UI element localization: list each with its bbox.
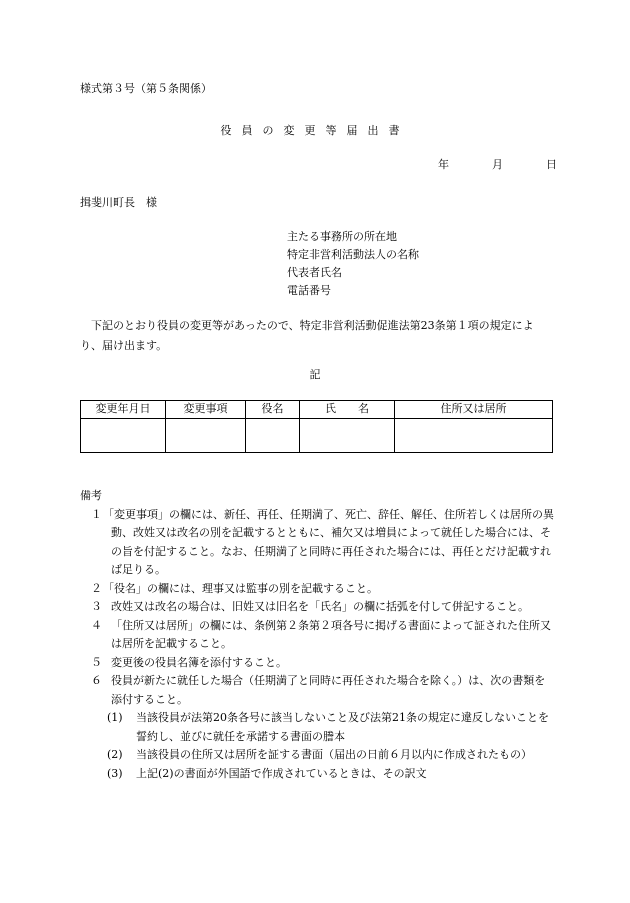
note-text: 役員が新たに就任した場合（任期満了と同時に再任された場合を除く。）は、次の書類を添付すること。 <box>111 674 546 706</box>
sub-note-item <box>80 746 556 765</box>
note-item <box>80 672 556 709</box>
note-item <box>80 598 556 617</box>
table-header-row <box>81 401 553 419</box>
header-address: 住所又は居所 <box>395 401 553 419</box>
sub-note-number: (1) <box>107 711 123 724</box>
document-title: 役員の変更等届出書 <box>220 124 410 137</box>
sub-note-number: (3) <box>107 766 123 780</box>
sub-note-number: (2) <box>107 748 123 761</box>
note-text: 改姓又は改名の場合は、旧姓又は旧名を「氏名」の欄に括弧を付して併記すること。 <box>111 600 529 613</box>
date-month: 月 <box>492 158 503 171</box>
header-change-date: 変更年月日 <box>81 401 166 419</box>
date-day: 日 <box>546 158 557 171</box>
form-number: 様式第３号（第５条関係） <box>80 82 212 95</box>
applicant-representative-label: 代表者氏名 <box>287 266 342 279</box>
note-number: ２ <box>91 581 102 595</box>
note-number: ５ <box>91 655 102 669</box>
sub-note-item <box>80 765 556 784</box>
table-row <box>81 418 553 452</box>
note-item <box>80 506 556 580</box>
note-text: 変更後の役員名簿を添付すること。 <box>111 655 287 669</box>
applicant-phone-label: 電話番号 <box>287 284 331 297</box>
note-item <box>80 654 556 673</box>
header-position: 役名 <box>246 401 300 419</box>
addressee: 揖斐川町長 様 <box>80 196 157 209</box>
applicant-corporation-name-label: 特定非営利活動法人の名称 <box>287 248 419 261</box>
sub-note-text: 当該役員の住所又は居所を証する書面（届出の日前６月以内に作成されたもの） <box>136 748 532 761</box>
ki-heading: 記 <box>309 368 321 381</box>
note-item <box>80 580 556 599</box>
cell-position <box>246 418 300 452</box>
note-number: ６ <box>91 674 102 687</box>
notes-heading: 備考 <box>80 489 102 502</box>
note-text: 「変更事項」の欄には、新任、再任、任期満了、死亡、辞任、解任、住所若しくは居所の異動、改姓又は改名の別を記載するとともに、補欠又は増員によって就任した場合には、その旨を付記すること。なお、任期満了と同時に再任された場合には、再任とだけ記載すれば足りる。 <box>103 507 554 576</box>
body-text: 下記のとおり役員の変更等があったので、特定非営利活動促進法第23条第１項の規定により、届け出ます。 <box>80 319 534 352</box>
date-line <box>438 157 557 174</box>
note-text: 「役名」の欄には、理事又は監事の別を記載すること。 <box>103 581 378 595</box>
change-table <box>80 400 553 453</box>
sub-note-item <box>80 709 556 746</box>
sub-note-text: 当該役員が法第20条各号に該当しないこと及び法第21条の規定に違反しないことを誓約し、並びに就任を承諾する書面の謄本 <box>136 711 549 743</box>
header-name: 氏 名 <box>300 401 395 419</box>
note-text: 「住所又は居所」の欄には、条例第２条第２項各号に掲げる書面によって証された住所又は居所を記載すること。 <box>111 618 551 650</box>
note-item <box>80 617 556 654</box>
note-number: １ <box>91 507 102 521</box>
sub-note-text: 上記(2)の書面が外国語で作成されているときは、その訳文 <box>136 766 427 780</box>
notes-section <box>80 487 556 783</box>
applicant-office-address-label: 主たる事務所の所在地 <box>287 230 397 243</box>
cell-address <box>395 418 553 452</box>
cell-change-date <box>81 418 166 452</box>
header-change-item: 変更事項 <box>166 401 246 419</box>
note-number: ４ <box>91 618 102 632</box>
note-number: ３ <box>91 600 102 613</box>
cell-change-item <box>166 418 246 452</box>
cell-name <box>300 418 395 452</box>
date-year: 年 <box>438 158 449 171</box>
